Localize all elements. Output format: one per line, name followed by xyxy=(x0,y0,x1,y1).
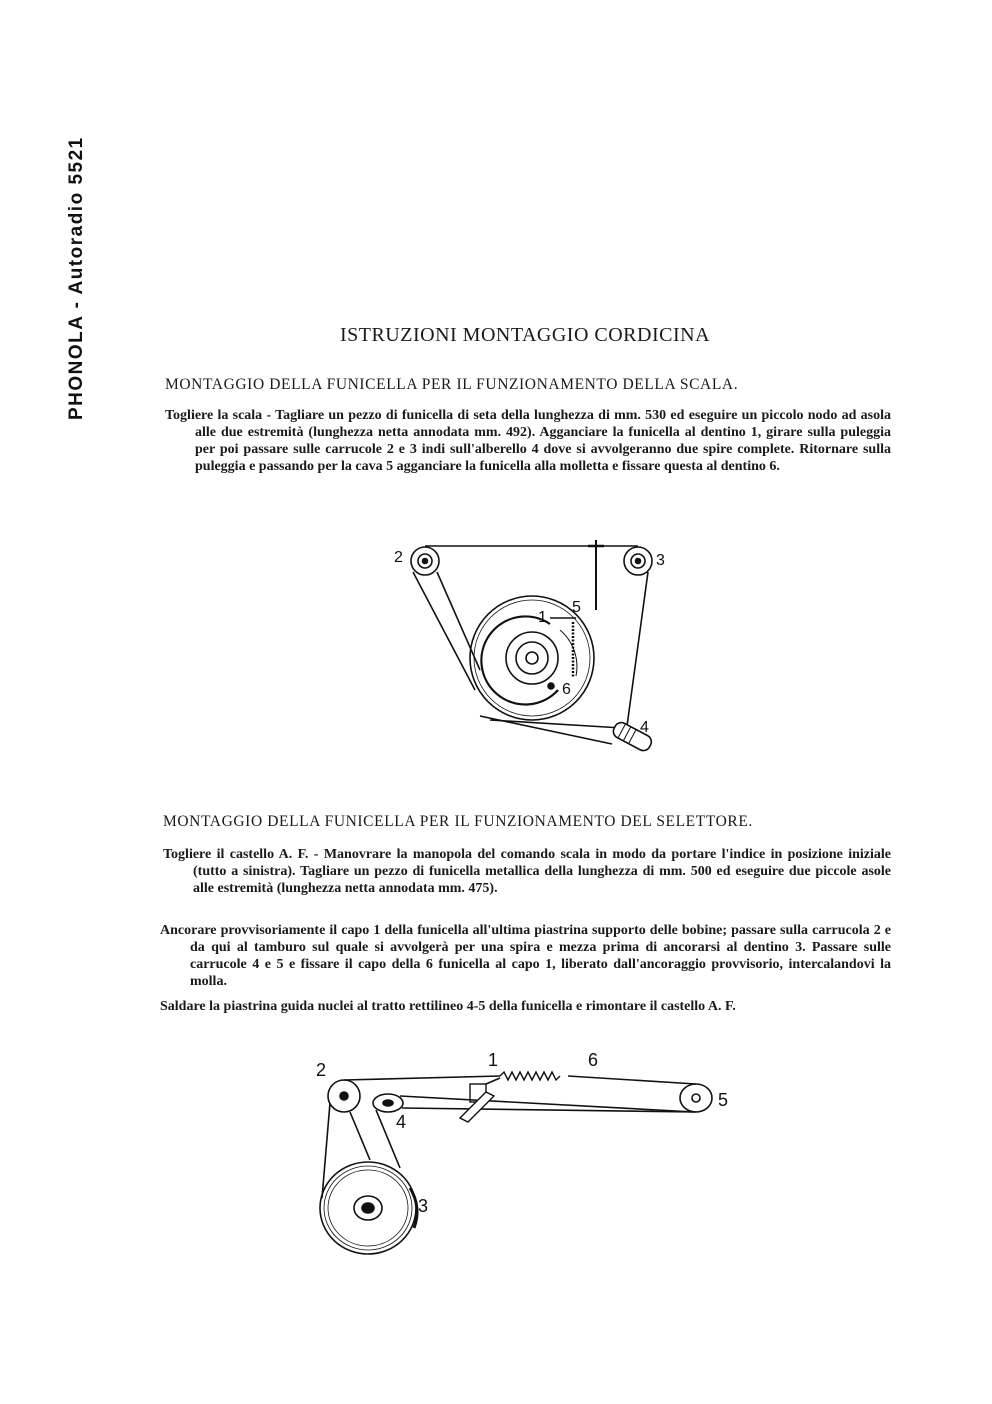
pulley-5 xyxy=(680,1084,712,1112)
label-5: 5 xyxy=(572,599,581,616)
section1-heading: MONTAGGIO DELLA FUNICELLA PER IL FUNZIONAMENTO DELLA SCALA. xyxy=(165,376,739,393)
label-3: 3 xyxy=(656,552,665,569)
label-6: 6 xyxy=(562,681,571,698)
label-2: 2 xyxy=(394,549,403,566)
label-4: 4 xyxy=(640,719,649,736)
label-4: 4 xyxy=(396,1112,407,1132)
label-2: 2 xyxy=(316,1060,327,1080)
section2-paragraph-1: Togliere il castello A. F. - Manovrare la manopola del comando scala in modo da portare l'indice in posizione iniziale (tutto a sinistra). Tagliare un pezzo di funicella metallica della lunghezza di mm. 500 ed eseguire due piccole asole alle estremità (lunghezza netta annodata mm. 475). xyxy=(163,847,891,896)
label-1: 1 xyxy=(538,609,547,626)
section1-paragraph: Togliere la scala - Tagliare un pezzo di funicella di seta della lunghezza di mm. 530 ed eseguire un piccolo nodo ad asola alle due estremità (lunghezza netta annodata mm. 492). Agganciare la funicella al dentino 1, girare sulla puleggia per poi passare sulle carrucole 2 e 3 indi sull'alberello 4 dove si avvolgeranno due spire complete. Ritornare sulla puleggia e passando per la cava 5 agganciare la funicella alla molletta e fissare questa al dentino 6. xyxy=(165,408,891,474)
label-6: 6 xyxy=(588,1050,599,1070)
scale-cord-diagram xyxy=(380,530,680,770)
label-5: 5 xyxy=(718,1090,729,1110)
label-3: 3 xyxy=(418,1196,429,1216)
section2-paragraph-2: Ancorare provvisoriamente il capo 1 della funicella all'ultima piastrina supporto delle bobine; passare sulla carrucola 2 e da qui al tamburo sul quale si avvolgerà per una spira e mezza prima di ancorarsi al dentino 3. Passare sulle carrucole 4 e 5 e fissare il capo della 6 funicella al capo 1, liberato dall'ancoraggio provvisorio, intercalandovi la molla. xyxy=(160,923,891,989)
selector-cord-diagram xyxy=(310,1048,750,1258)
label-1: 1 xyxy=(488,1050,499,1070)
section2-paragraph-3: Saldare la piastrina guida nuclei al tratto rettilineo 4-5 della funicella e rimontare il castello A. F. xyxy=(160,999,736,1014)
page-title: ISTRUZIONI MONTAGGIO CORDICINA xyxy=(339,324,711,346)
section2-heading: MONTAGGIO DELLA FUNICELLA PER IL FUNZIONAMENTO DEL SELETTORE. xyxy=(163,813,753,830)
side-title: PHONOLA - Autoradio 5521 xyxy=(66,136,87,420)
